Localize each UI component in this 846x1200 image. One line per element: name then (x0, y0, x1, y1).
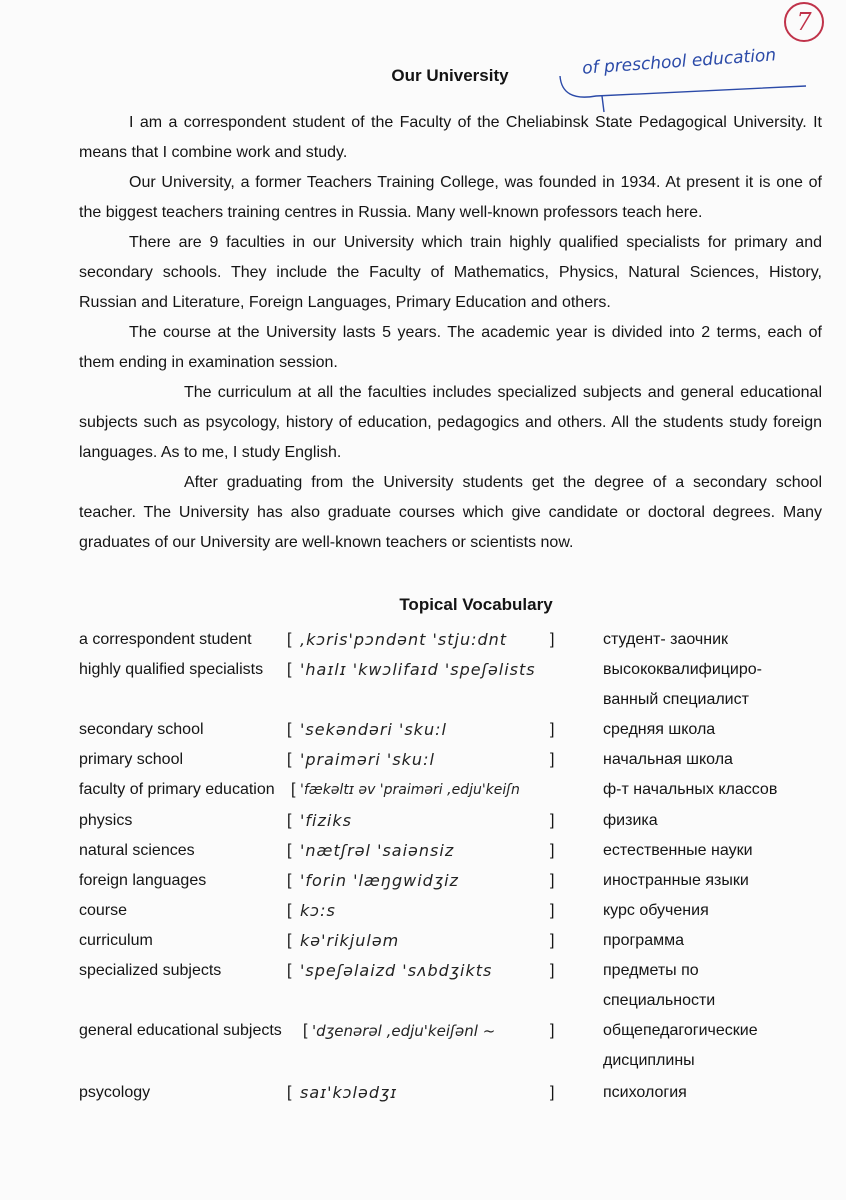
vocabulary-row (0, 625, 846, 655)
bracket-open: [ (287, 932, 292, 949)
vocab-translation: студент- заочник (603, 631, 729, 648)
vocab-term: course (79, 902, 128, 919)
vocabulary-row (0, 1078, 846, 1108)
vocab-translation: общепедагогические (603, 1022, 758, 1039)
vocab-transcription: 'fækəltɪ əv 'praimәri ,edju'keiʃn (300, 782, 520, 798)
vocab-term: psycology (79, 1084, 151, 1101)
bracket-open: [ (287, 661, 292, 678)
vocab-translation: физика (603, 812, 658, 829)
vocab-term: general educational subjects (79, 1022, 282, 1039)
bracket-close: ] (550, 721, 555, 738)
vocab-term: curriculum (79, 932, 153, 949)
bracket-close: ] (550, 962, 555, 979)
vocab-term: a correspondent student (79, 631, 252, 648)
vocabulary-row (0, 806, 846, 836)
vocab-translation-continued: дисциплины (603, 1052, 695, 1069)
bracket-open: [ (287, 812, 292, 829)
vocabulary-row (0, 926, 846, 956)
vocab-translation: ф-т начальных классов (603, 781, 778, 798)
paragraph: The course at the University lasts 5 years. The academic year is divided into 2 terms, each of them ending in examination session. (79, 324, 822, 371)
bracket-close: ] (550, 932, 555, 949)
paragraph: I am a correspondent student of the Faculty of the Cheliabinsk State Pedagogical University. It means that I combine work and study. (79, 114, 822, 161)
vocabulary-row (0, 775, 846, 805)
bracket-open: [ (303, 1022, 308, 1039)
bracket-open: [ (287, 721, 292, 738)
vocab-transcription: 'sekəndəri 'sku:l (300, 720, 447, 739)
vocab-translation: курс обучения (603, 902, 709, 919)
vocab-translation: программа (603, 932, 684, 949)
vocabulary-row (0, 956, 846, 1009)
vocabulary-row (0, 715, 846, 745)
vocab-transcription: 'forin 'læŋgwidʒiz (300, 871, 459, 890)
vocab-transcription: 'praimәri 'sku:l (300, 750, 435, 769)
vocab-term: faculty of primary education (79, 781, 275, 798)
paragraph: After graduating from the University students get the degree of a secondary school teacher. The University has also graduate courses which give candidate or doctoral degrees. Many graduates of our University are well-known teachers or scientists now. (79, 474, 822, 551)
vocab-translation: начальная школа (603, 751, 733, 768)
vocab-transcription: 'dʒenərəl ,edju'keiʃənl ~ (312, 1022, 496, 1040)
vocab-translation: средняя школа (603, 721, 716, 738)
bracket-open: [ (287, 631, 292, 648)
bracket-close: ] (550, 751, 555, 768)
vocab-term: natural sciences (79, 842, 195, 859)
vocab-translation: естественные науки (603, 842, 753, 859)
vocabulary-row (0, 866, 846, 896)
vocab-transcription: ,kɔris'pɔndənt 'stju:dnt (300, 630, 508, 649)
bracket-close: ] (550, 812, 555, 829)
vocabulary-row (0, 1016, 846, 1069)
bracket-close: ] (550, 842, 555, 859)
bracket-open: [ (287, 962, 292, 979)
bracket-open: [ (287, 842, 292, 859)
vocab-transcription: saɪ'kɔlədʒɪ (300, 1083, 398, 1102)
vocab-translation: предметы по (603, 962, 699, 979)
vocabulary-row (0, 655, 846, 708)
vocab-transcription: kɔ:s (300, 901, 336, 920)
bracket-close: ] (550, 631, 555, 648)
vocabulary-row (0, 745, 846, 775)
vocab-term: foreign languages (79, 872, 207, 889)
bracket-open: [ (291, 781, 296, 798)
vocab-transcription: 'haɪlɪ 'kwɔlifaɪd 'speʃəlists (300, 660, 536, 679)
vocab-translation: высококвалифициро- (603, 661, 762, 678)
vocab-translation-continued: специальности (603, 992, 716, 1009)
bracket-open: [ (287, 1084, 292, 1101)
vocab-term: physics (79, 812, 133, 829)
vocab-term: specialized subjects (79, 962, 222, 979)
bracket-close: ] (550, 1084, 555, 1101)
vocab-transcription: 'fiziks (300, 811, 352, 830)
paragraph: There are 9 faculties in our University which train highly qualified specialists for primary and secondary schools. They include the Faculty of Mathematics, Physics, Natural Sciences, History, Russian and Literature, Foreign Languages, Primary Education and others. (79, 234, 822, 311)
bracket-close: ] (550, 902, 555, 919)
page-number: 7 (784, 2, 824, 42)
handwritten-annotation: of preschool education (581, 45, 777, 79)
bracket-open: [ (287, 751, 292, 768)
vocab-term: primary school (79, 751, 184, 768)
vocab-translation: иностранные языки (603, 872, 749, 889)
vocab-transcription: 'speʃəlaizd 'sʌbdʒikts (300, 961, 493, 980)
vocab-term: secondary school (79, 721, 204, 738)
vocab-translation-continued: ванный специалист (603, 691, 749, 708)
vocab-term: highly qualified specialists (79, 661, 264, 678)
bracket-open: [ (287, 872, 292, 889)
page-title: Our University (391, 66, 509, 85)
vocabulary-title: Topical Vocabulary (399, 595, 553, 614)
bracket-close: ] (550, 872, 555, 889)
vocab-translation: психология (603, 1084, 687, 1101)
vocab-transcription: kə'rikjuləm (300, 931, 400, 950)
vocab-transcription: 'nætʃrəl 'saiənsiz (300, 841, 455, 860)
vocabulary-row (0, 836, 846, 866)
vocabulary-row (0, 896, 846, 926)
paragraph: Our University, a former Teachers Training College, was founded in 1934. At present it is one of the biggest teachers training centres in Russia. Many well-known professors teach here. (79, 174, 822, 221)
paragraph: The curriculum at all the faculties includes specialized subjects and general educational subjects such as psycology, history of education, pedagogics and others. All the students study foreign languages. As to me, I study English. (79, 384, 822, 461)
bracket-close: ] (550, 1022, 555, 1039)
bracket-open: [ (287, 902, 292, 919)
